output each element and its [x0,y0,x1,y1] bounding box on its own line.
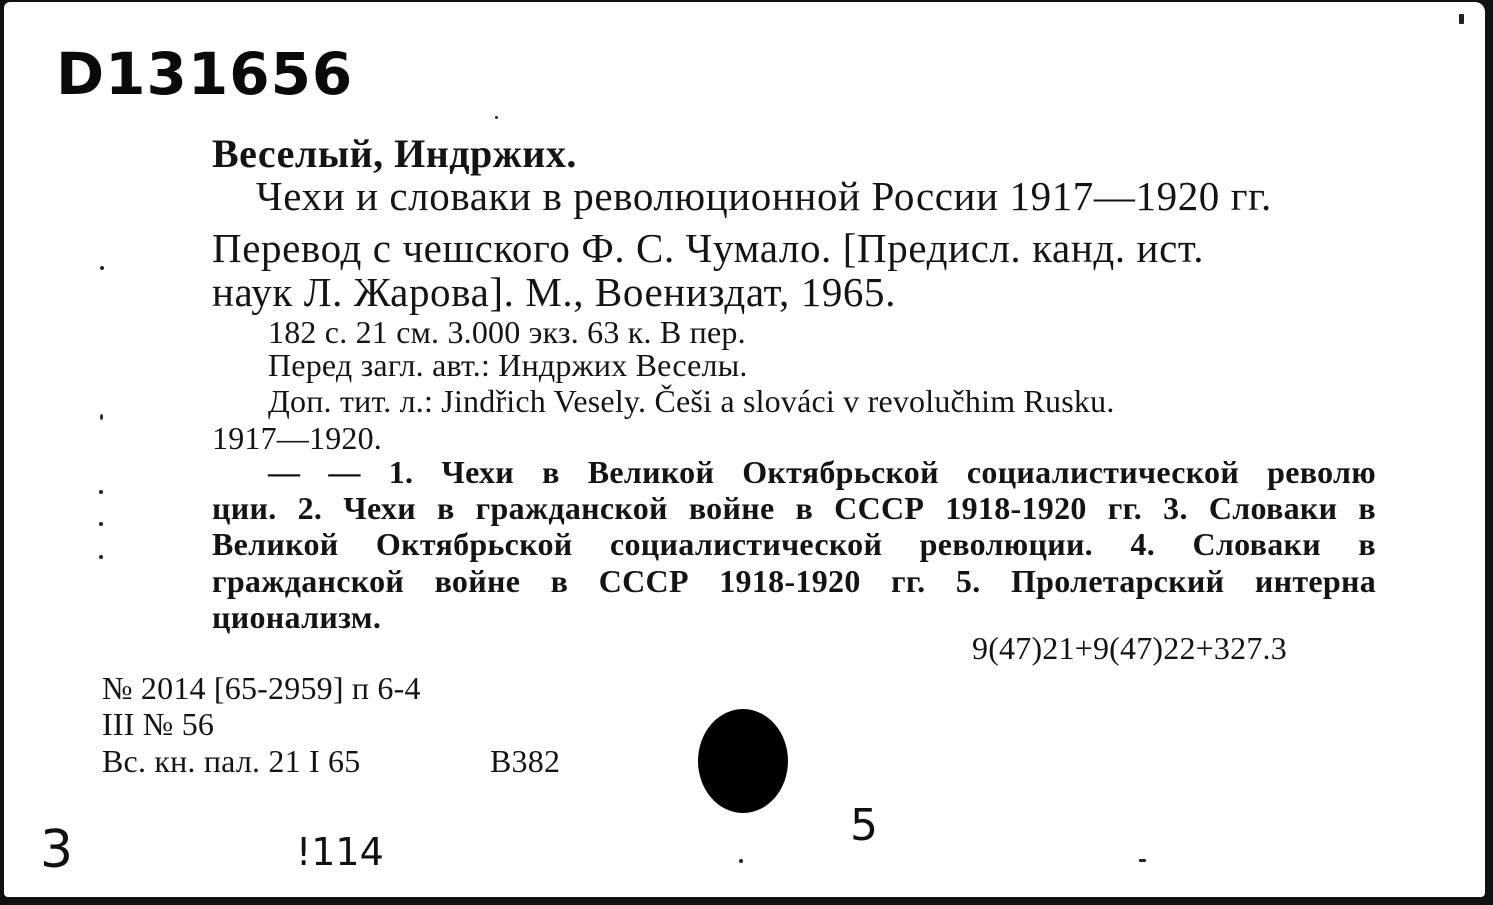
dust-speck [1139,859,1146,862]
dust-speck [99,490,103,494]
catalog-number: D131656 [56,40,354,108]
title-line: Перевод с чешского Ф. С. Чумало. [Предисл. канд. ист. [212,225,1205,271]
contents-line: Великой Октябрьской социалистической революции. 4. Словаки в [212,526,1376,562]
contents-line: — — 1. Чехи в Великой Октябрьской социалистической револю [268,454,1376,490]
dust-speck [100,414,103,420]
catalog-card [4,2,1485,897]
handwritten-mark: 5 [850,800,878,851]
dust-speck [1459,14,1464,24]
author-heading: Веселый, Индржих. [212,131,577,176]
punch-hole [698,709,788,813]
parallel-title-years: 1917—1920. [212,420,382,456]
physical-description: 182 с. 21 см. 3.000 экз. 63 к. В пер. [268,314,746,350]
order-number: № 2014 [65-2959] п 6-4 [102,670,421,706]
contents-line: гражданской войне в СССР 1918-1920 гг. 5. Пролетарский интерна [212,563,1376,599]
title-line: наук Л. Жарова]. М., Воениздат, 1965. [212,269,896,315]
contents-line: ционализм. [212,599,382,635]
book-chamber-code: В382 [490,743,561,779]
title-line: Чехи и словаки в революционной России 1917—1920 гг. [256,173,1272,219]
contents-line: ции. 2. Чехи в гражданской войне в СССР 1918-1920 гг. 3. Словаки в [212,490,1376,526]
dust-speck [495,116,498,119]
dust-speck [739,859,743,863]
parallel-title-note: Доп. тит. л.: Jindřich Vesely. Češi a slováci v revolučhim Rusku. [268,383,1115,419]
book-chamber-line: Вс. кн. пал. 21 I 65 [102,743,361,779]
series-number: III № 56 [102,706,215,742]
dust-speck [99,522,103,526]
handwritten-mark: !114 [296,830,384,874]
dust-speck [99,555,103,559]
classification-index: 9(47)21+9(47)22+327.3 [972,630,1287,666]
author-note: Перед загл. авт.: Индржих Веселы. [268,347,748,383]
dust-speck [100,266,104,270]
handwritten-mark: 3 [40,820,74,880]
